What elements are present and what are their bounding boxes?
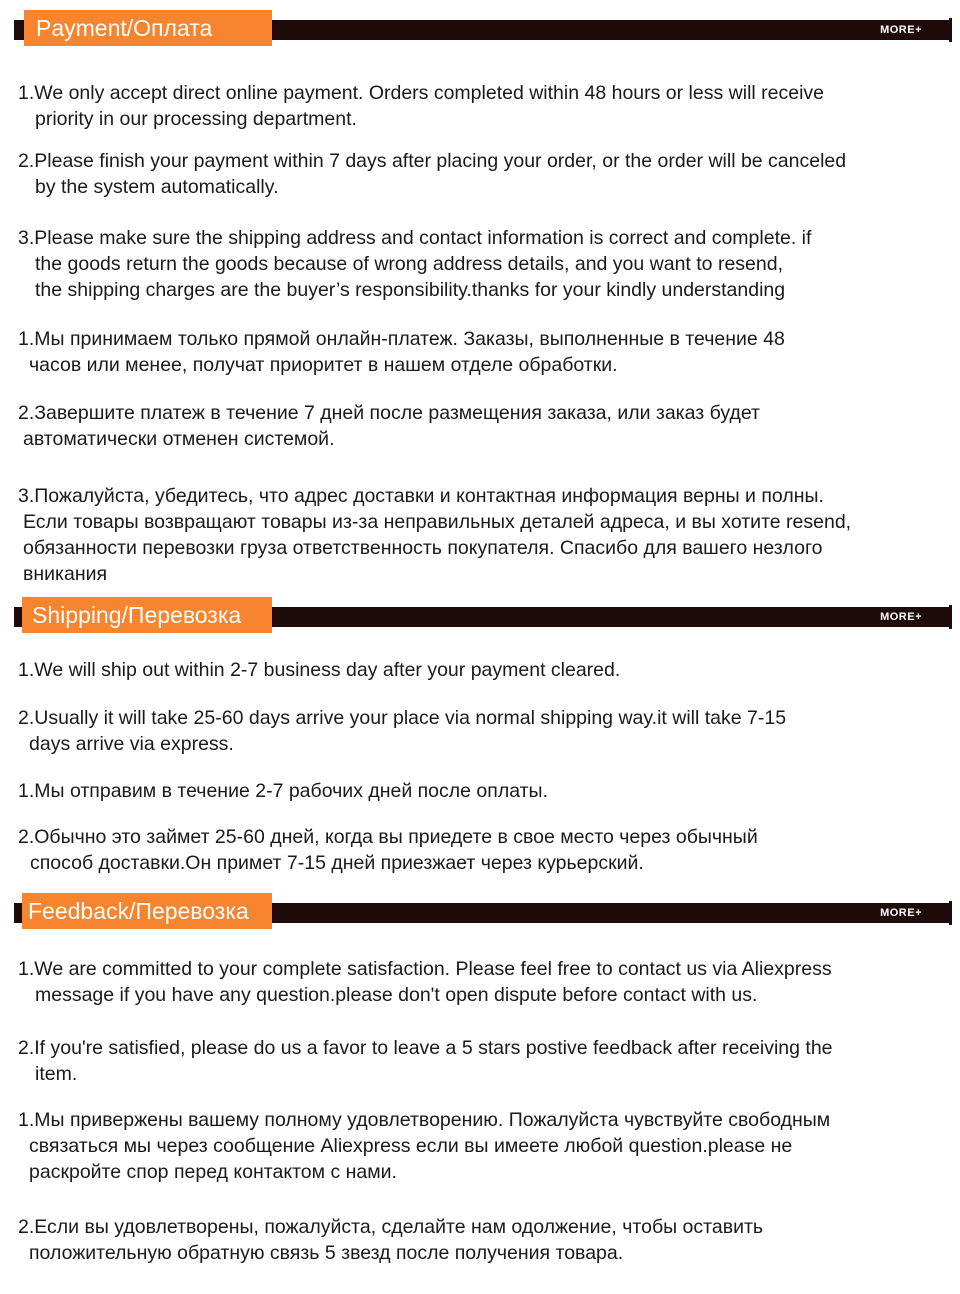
text-line: 1.We are committed to your complete satisfaction. Please feel free to contact us via Aliexpress	[18, 958, 832, 980]
text-line: связаться мы через сообщение Aliexpress если вы имеете любой question.please не	[29, 1135, 793, 1157]
text-line: 2.Завершите платеж в течение 7 дней после размещения заказа, или заказ будет	[18, 402, 760, 424]
text-line: часов или менее, получат приоритет в нашем отделе обработки.	[29, 354, 618, 376]
text-line: 1.Мы принимаем только прямой онлайн-платеж. Заказы, выполненные в течение 48	[18, 328, 785, 350]
feedback-paragraph-2	[18, 1035, 938, 1087]
feedback-header	[14, 893, 952, 929]
payment-paragraph-4	[18, 326, 938, 378]
text-line: by the system automatically.	[35, 176, 279, 198]
feedback-more-link[interactable]: MORE+	[880, 907, 922, 919]
text-line: 1.Мы отправим в течение 2-7 рабочих дней после оплаты.	[18, 780, 548, 802]
text-line: вникания	[23, 563, 108, 585]
text-line: автоматически отменен системой.	[23, 428, 335, 450]
text-line: the shipping charges are the buyer’s responsibility.thanks for your kindly understanding	[35, 279, 786, 301]
header-bar-end	[949, 605, 952, 629]
feedback-paragraph-3	[18, 1107, 938, 1185]
header-bar-end	[949, 18, 952, 42]
text-line: 3.Please make sure the shipping address and contact information is correct and complete. if	[18, 227, 812, 249]
feedback-title: Feedback/Перевозка	[22, 893, 272, 929]
text-line: раскройте спор перед контактом с нами.	[29, 1161, 397, 1183]
text-line: item.	[35, 1063, 78, 1085]
payment-title: Payment/Оплата	[24, 10, 272, 46]
payment-paragraph-3	[18, 225, 938, 303]
text-line: message if you have any question.please don't open dispute before contact with us.	[35, 984, 758, 1006]
payment-paragraph-5	[18, 400, 938, 452]
feedback-paragraph-4	[18, 1214, 938, 1266]
text-line: 1.We will ship out within 2-7 business day after your payment cleared.	[18, 659, 621, 681]
text-line: days arrive via express.	[29, 733, 234, 755]
text-line: способ доставки.Он примет 7-15 дней приезжает через курьерский.	[30, 852, 644, 874]
shipping-header	[14, 597, 952, 633]
text-line: обязанности перевозки груза ответственность покупателя. Спасибо для вашего незлого	[23, 537, 823, 559]
text-line: 3.Пожалуйста, убедитесь, что адрес доставки и контактная информация верны и полны.	[18, 485, 824, 507]
header-bar-end	[949, 901, 952, 925]
payment-paragraph-2	[18, 148, 938, 200]
text-line: Если товары возвращают товары из-за неправильных деталей адреса, и вы хотите resend,	[23, 511, 852, 533]
payment-paragraph-1	[18, 80, 938, 132]
shipping-paragraph-2	[18, 705, 938, 757]
text-line: положительную обратную связь 5 звезд после получения товара.	[29, 1242, 624, 1264]
text-line: 1.We only accept direct online payment. Orders completed within 48 hours or less will receive	[18, 82, 825, 104]
payment-paragraph-6	[18, 483, 938, 587]
payment-header	[14, 10, 952, 46]
shipping-paragraph-3	[18, 778, 938, 804]
shipping-paragraph-4	[18, 824, 938, 876]
text-line: 2.Обычно это займет 25-60 дней, когда вы приедете в свое место через обычный	[18, 826, 758, 848]
shipping-paragraph-1	[18, 657, 938, 683]
text-line: 2.Usually it will take 25-60 days arrive your place via normal shipping way.it will take 7-15	[18, 707, 787, 729]
payment-more-link[interactable]: MORE+	[880, 24, 922, 36]
text-line: 2.Please finish your payment within 7 days after placing your order, or the order will be canceled	[18, 150, 847, 172]
text-line: the goods return the goods because of wrong address details, and you want to resend,	[35, 253, 783, 275]
text-line: priority in our processing department.	[35, 108, 357, 130]
shipping-more-link[interactable]: MORE+	[880, 611, 922, 623]
text-line: 2.Если вы удовлетворены, пожалуйста, сделайте нам одолжение, чтобы оставить	[18, 1216, 764, 1238]
text-line: 2.If you're satisfied, please do us a favor to leave a 5 stars postive feedback after receiving the	[18, 1037, 833, 1059]
text-line: 1.Мы привержены вашему полному удовлетворению. Пожалуйста чувствуйте свободным	[18, 1109, 831, 1131]
feedback-paragraph-1	[18, 956, 938, 1008]
shipping-title: Shipping/Перевозка	[22, 597, 272, 633]
